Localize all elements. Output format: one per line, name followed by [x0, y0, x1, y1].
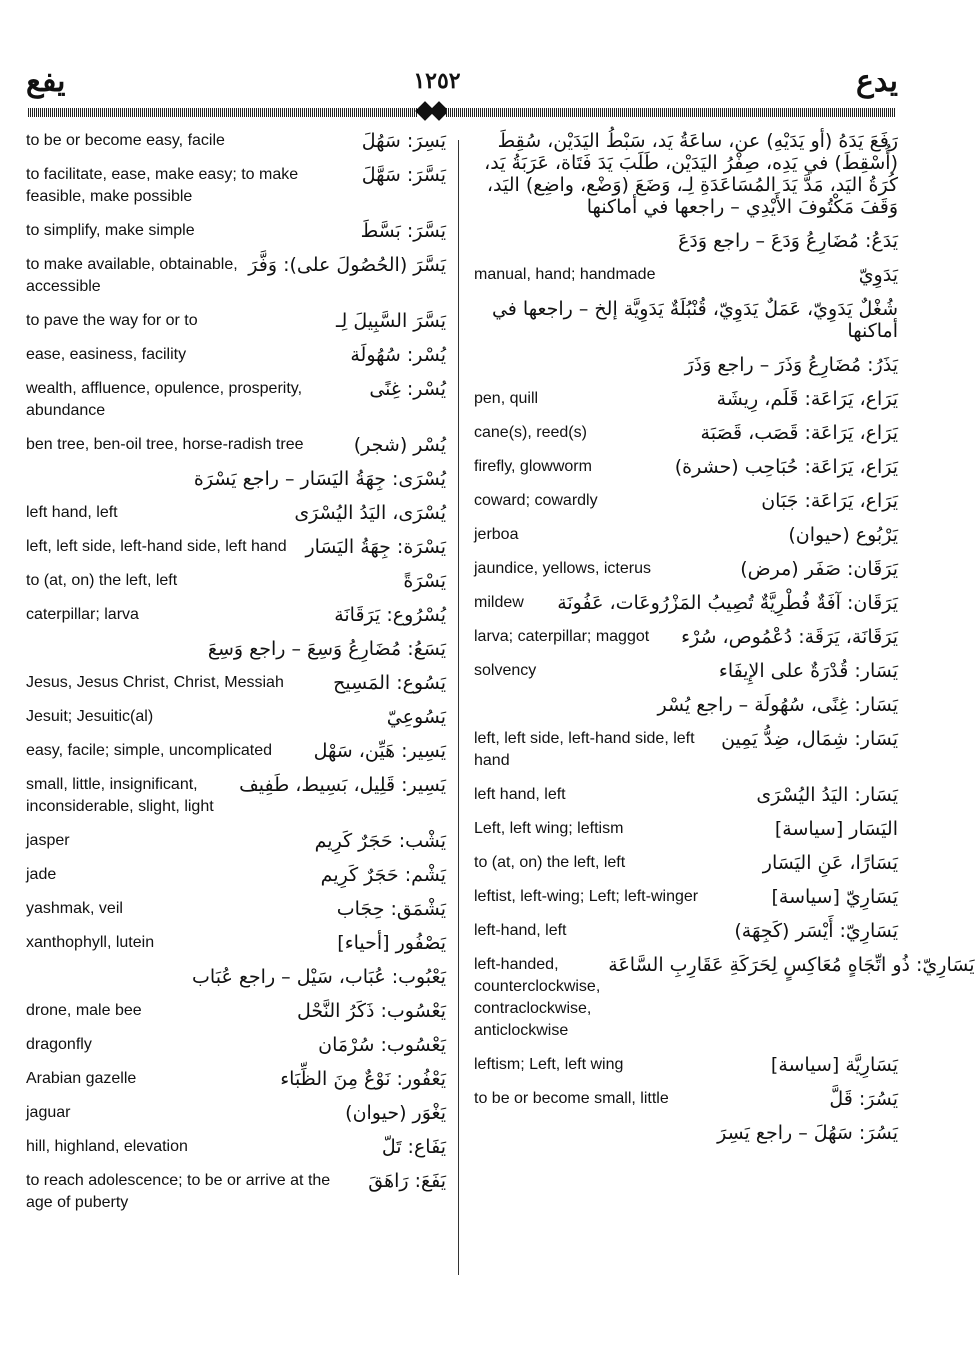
dictionary-entry [26, 310, 446, 332]
column-divider [458, 140, 459, 1275]
entry-english: coward; cowardly [474, 492, 598, 509]
entry-arabic: يَسُرَ: قَلَّ [829, 1088, 898, 1110]
entry-english: jerboa [474, 526, 519, 543]
entry-english: left-hand, left [474, 922, 567, 939]
dictionary-entry [26, 344, 446, 366]
dictionary-entry [474, 954, 975, 1042]
entry-arabic: يَسِير: هَيِّن، سَهْل [313, 740, 446, 762]
dictionary-entry [474, 1054, 898, 1076]
entry-arabic: يَسْرَةً [403, 570, 446, 592]
dictionary-entry [26, 254, 446, 298]
entry-english: firefly, glowworm [474, 458, 592, 475]
dictionary-entry [26, 604, 446, 626]
dictionary-entry [474, 130, 898, 218]
entry-english: to make available, obtainable, accessible [26, 256, 238, 295]
dictionary-entry [26, 130, 446, 152]
entry-arabic: يُسْر: غِنًى [369, 378, 446, 400]
dictionary-entry [474, 1088, 898, 1110]
dictionary-entry [26, 502, 446, 524]
dictionary-entry [26, 1068, 446, 1090]
dictionary-entry [474, 626, 898, 648]
entry-english: left, left side, left-hand side, left hand [474, 730, 695, 769]
entry-arabic: يَذَرُ: مُضَارِعُ وَذَرَ – راجع وَذَرَ [684, 354, 898, 376]
entry-english: to be or become small, little [474, 1090, 669, 1107]
entry-arabic: يَرَقَان: آفَةٌ فُطْرِيَّةٌ تُصِيبُ المَزْرُوعَات، عَفُونَة [557, 592, 898, 614]
entry-english: Arabian gazelle [26, 1070, 137, 1087]
entry-arabic: يَعْبُوب: عُبَاب، سَيْل – راجع عُبَاب [192, 966, 446, 988]
dictionary-entry [26, 740, 446, 762]
dictionary-entry [474, 1122, 898, 1144]
entry-arabic: يَسُوع: المَسِيح [333, 672, 446, 694]
entry-english: easy, facile; simple, uncomplicated [26, 742, 273, 759]
entry-arabic: يَغْوَر (حيوان) [345, 1102, 446, 1124]
entry-arabic: يَرَقَانَة، يَرَقَة: دُعْمُوص، سُرْء [681, 626, 898, 648]
dictionary-entry [474, 456, 898, 478]
dictionary-entry [474, 354, 898, 376]
entry-arabic: يَسَارًا، عَنِ اليَسَار [762, 852, 898, 874]
entry-arabic: يَسَّرَ: سَهَّلَ [361, 164, 446, 186]
entry-arabic: يَسُوعِيّ [386, 706, 446, 728]
entry-english: left hand, left [26, 504, 118, 521]
header-rule-left [28, 108, 418, 117]
entry-arabic: يَشْمَق: حِجَاب [336, 898, 446, 920]
entry-english: Jesuit; Jesuitic(al) [26, 708, 154, 725]
dictionary-entry [474, 592, 898, 614]
left-column [26, 130, 446, 1226]
entry-arabic: يُسْر (شجر) [353, 434, 446, 456]
entry-english: leftist, left-wing; Left; left-winger [474, 888, 699, 905]
entry-english: Left, left wing; leftism [474, 820, 624, 837]
dictionary-entry [474, 264, 898, 286]
entry-english: solvency [474, 662, 537, 679]
dictionary-entry [26, 434, 446, 456]
entry-english: Jesus, Jesus Christ, Christ, Messiah [26, 674, 284, 691]
entry-english: xanthophyll, lutein [26, 934, 155, 951]
dictionary-entry [26, 830, 446, 852]
dictionary-entry [26, 1000, 446, 1022]
entry-english: small, little, insignificant, inconsiderable, slight, light [26, 776, 214, 815]
dictionary-entry [474, 852, 898, 874]
header-rule-right [446, 108, 896, 117]
dictionary-entry [26, 672, 446, 694]
dictionary-entry [26, 1170, 446, 1214]
entry-english: jaguar [26, 1104, 71, 1121]
entry-arabic: يُسْر: سُهُولَة [350, 344, 446, 366]
entry-arabic: يَسَار: غِنًى، سُهُولَة – راجع يُسْر [657, 694, 898, 716]
entry-arabic: يَسَارِيّ: ذُو اتِّجَاهٍ مُعَاكِسٍ لِحَرَكَةِ عَقَارِبِ السَّاعَة [608, 954, 975, 976]
page-number: ١٢٥٢ [413, 68, 461, 94]
dictionary-entry [26, 220, 446, 242]
entry-english: left hand, left [474, 786, 566, 803]
entry-english: wealth, affluence, opulence, prosperity, abundance [26, 380, 303, 419]
dictionary-entry [474, 728, 898, 772]
dictionary-entry [26, 1034, 446, 1056]
entry-arabic: يَعْسُوب: ذَكَرُ النَّحْل [296, 1000, 446, 1022]
entry-arabic: يَرَقَان: صَفَر (مرض) [740, 558, 898, 580]
entry-arabic: يَسَار: اليَدُ اليُسْرَى [756, 784, 898, 806]
dictionary-entry [26, 164, 446, 208]
entry-english: yashmak, veil [26, 900, 123, 917]
dictionary-entry [26, 638, 446, 660]
entry-arabic: يَدَوِيّ [858, 264, 898, 286]
entry-arabic: يَسْرَة: جِهَةُ اليَسَار [305, 536, 446, 558]
entry-arabic: يَرَاع، يَرَاعَة: قَلَم، رِيشَة [716, 388, 898, 410]
entry-english: caterpillar; larva [26, 606, 139, 623]
entry-english: drone, male bee [26, 1002, 142, 1019]
dictionary-entry [474, 298, 898, 342]
entry-arabic: يَرَاع، يَرَاعَة: جَبَان [761, 490, 898, 512]
entry-arabic: يَرَاع، يَرَاعَة: حُبَاحِب (حشرة) [674, 456, 898, 478]
entry-arabic: يَسَّرَ: بَسَّطَ [360, 220, 446, 242]
entry-english: larva; caterpillar; maggot [474, 628, 650, 645]
entry-arabic: يَسِير: قَلِيل، بَسِيط، طَفِيف [239, 774, 446, 796]
dictionary-entry [26, 468, 446, 490]
entry-english: left, left side, left-hand side, left hand [26, 538, 287, 555]
entry-english: to reach adolescence; to be or arrive at the age of puberty [26, 1172, 331, 1211]
dictionary-entry [474, 524, 898, 546]
entry-english: manual, hand; handmade [474, 266, 656, 283]
entry-english: mildew [474, 594, 524, 611]
dictionary-entry [26, 898, 446, 920]
entry-arabic: شُغْلٌ يَدَوِيّ، عَمَلٌ يَدَوِيّ، قُنْبُلَةٌ يَدَوِيَّة إلخ – راجعها في أماكنها [491, 298, 898, 342]
entry-arabic: يَسَار: قُدْرَةٌ على الإِيفَاء [718, 660, 898, 682]
entry-arabic: يُسْرُوع: يَرَقَانَة [334, 604, 446, 626]
entry-arabic: يَصْفُور [أحياء] [337, 932, 446, 954]
entry-arabic: رَفَعَ يَدَهُ (أو يَدَيْهِ) عن، ساعَةُ يَد، سَبْطُ اليَدَيْن، سُقِطَ (أُسْقِطَ) في يَدِه، صِفْرُ اليَدَيْن، طَلَبَ يَدَ فَتَاة، عَرَبَةُ يَد، كُرَةُ اليَد، مَدَّ يَدَ المُسَاعَدَةِ لِـ، وَضَعَ (وَضْع، واضِع) اليَد، وَقَفَ مَكْتُوفَ الأَيْدِي – راجعها في أماكنها [484, 130, 898, 218]
entry-english: left-handed, counterclockwise, contraclockwise, anticlockwise [474, 956, 601, 1039]
entry-arabic: يَسَارِيَّة [سياسة] [770, 1054, 898, 1076]
entry-arabic: اليَسَار [سياسة] [774, 818, 898, 840]
dictionary-entry [474, 490, 898, 512]
entry-arabic: يَعْسُوب: سُرْمَان [318, 1034, 446, 1056]
entry-arabic: يَسُرَ: سَهُلَ – راجع يَسِرَ [717, 1122, 898, 1144]
entry-english: to pave the way for or to [26, 312, 198, 329]
entry-english: dragonfly [26, 1036, 92, 1053]
entry-english: hill, highland, elevation [26, 1138, 188, 1155]
entry-english: cane(s), reed(s) [474, 424, 587, 441]
header-left-word: يفع [26, 64, 66, 99]
dictionary-entry [474, 230, 898, 252]
entry-arabic: يَشْب: حَجَرٌ كَرِيم [314, 830, 446, 852]
entry-english: to be or become easy, facile [26, 132, 225, 149]
entry-english: ease, easiness, facility [26, 346, 187, 363]
entry-arabic: يُسْرَى: جِهَةُ اليَسَار – راجع يَسْرَة [193, 468, 446, 490]
entry-arabic: يَرْبُوع (حيوان) [788, 524, 898, 546]
dictionary-entry [26, 378, 446, 422]
entry-arabic: يَسَّرَ (الحُصُولَ على): وَفَّرَ [248, 254, 446, 276]
entry-arabic: يَسَارِيّ: أَيْسَر (كَجِهَة) [734, 920, 898, 942]
entry-english: jade [26, 866, 57, 883]
dictionary-entry [474, 818, 898, 840]
entry-arabic: يَسَعُ: مُضَارِعُ وَسِعَ – راجع وَسِعَ [207, 638, 446, 660]
entry-english: jasper [26, 832, 70, 849]
dictionary-entry [26, 536, 446, 558]
entry-arabic: يَسَارِيّ [سياسة] [771, 886, 898, 908]
dictionary-entry [474, 784, 898, 806]
entry-arabic: يَعْفُور: نَوْعٌ مِنَ الظِّبَاء [280, 1068, 446, 1090]
entry-arabic: يَسِرَ: سَهُلَ [361, 130, 446, 152]
header-right-word: يدع [856, 64, 898, 99]
dictionary-entry [474, 422, 898, 444]
dictionary-entry [474, 694, 898, 716]
entry-arabic: يَشْم: حَجَرٌ كَرِيم [320, 864, 446, 886]
entry-english: ben tree, ben-oil tree, horse-radish tree [26, 436, 304, 453]
dictionary-entry [474, 886, 898, 908]
dictionary-entry [474, 388, 898, 410]
dictionary-entry [26, 864, 446, 886]
dictionary-entry [26, 774, 446, 818]
right-column [474, 130, 975, 1156]
entry-english: leftism; Left, left wing [474, 1056, 624, 1073]
entry-english: to (at, on) the left, left [474, 854, 626, 871]
dictionary-entry [26, 966, 446, 988]
dictionary-entry [26, 706, 446, 728]
dictionary-entry [26, 1102, 446, 1124]
entry-english: to facilitate, ease, make easy; to make feasible, make possible [26, 166, 299, 205]
entry-english: to simplify, make simple [26, 222, 195, 239]
dictionary-entry [474, 920, 898, 942]
dictionary-entry [474, 558, 898, 580]
entry-arabic: يَسَار: شِمَال، ضِدُّ يَمِين [721, 728, 898, 750]
dictionary-entry [474, 660, 898, 682]
entry-arabic: يَفَعَ: رَاهَقَ [368, 1170, 446, 1192]
dictionary-entry [26, 570, 446, 592]
dictionary-entry [26, 1136, 446, 1158]
dictionary-entry [26, 932, 446, 954]
entry-arabic: يَسَّرَ السَّبِيلَ لِـ [335, 310, 446, 332]
entry-english: to (at, on) the left, left [26, 572, 178, 589]
entry-arabic: يُسْرَى، اليَدُ اليُسْرَى [294, 502, 446, 524]
entry-english: jaundice, yellows, icterus [474, 560, 651, 577]
entry-arabic: يَدَعُ: مُضَارِعُ وَدَعَ – راجع وَدَعَ [678, 230, 898, 252]
entry-english: pen, quill [474, 390, 539, 407]
entry-arabic: يَفَاع: تَلّ [381, 1136, 446, 1158]
entry-arabic: يَرَاع، يَرَاعَة: قَصَب، قَصَبَة [700, 422, 898, 444]
